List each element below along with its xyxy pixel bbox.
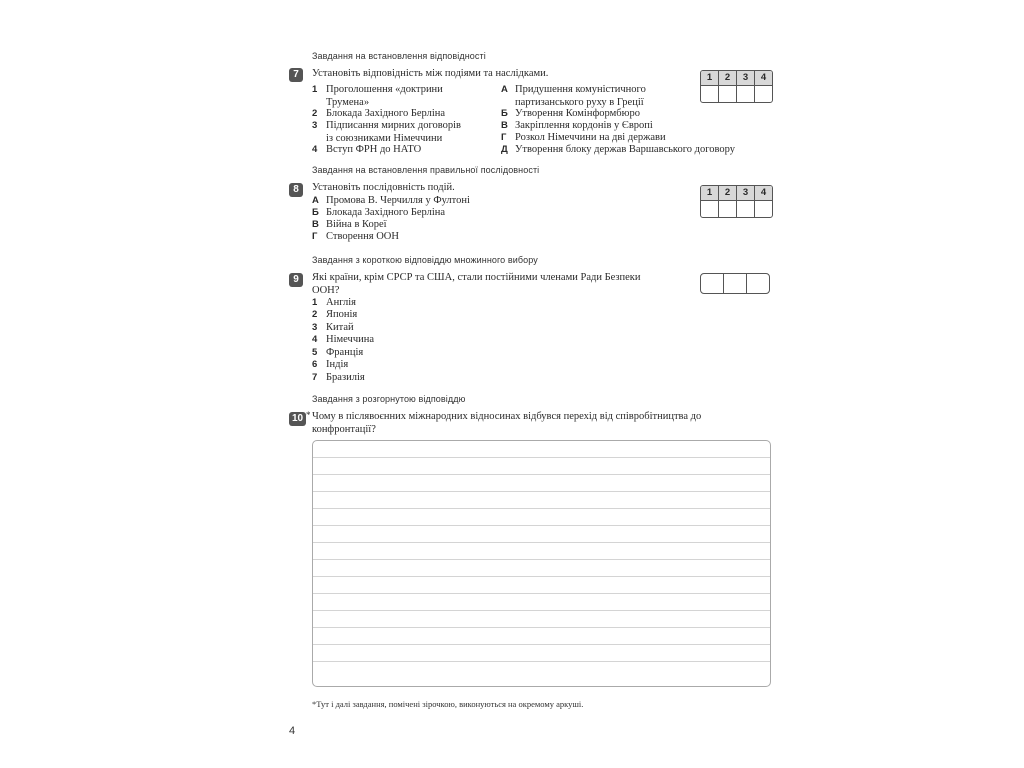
item-text: Англія — [326, 297, 356, 308]
question-number-badge: 7 — [289, 68, 303, 82]
ruled-line — [313, 661, 770, 662]
answer-lined-area[interactable] — [312, 440, 771, 687]
q9-item-2 — [312, 309, 357, 322]
item-key: В — [501, 120, 508, 131]
ruled-line — [313, 542, 770, 543]
item-key: 6 — [312, 359, 318, 370]
q7-left-item-1 — [312, 84, 492, 109]
q8-item-a — [312, 195, 470, 208]
answer-box[interactable] — [701, 274, 724, 293]
q7-right-item-c — [501, 120, 771, 133]
item-text: Промова В. Черчилля у Фултоні — [326, 195, 470, 206]
grid-header-cell: 2 — [719, 186, 737, 200]
question-number-badge: 10 — [289, 412, 306, 426]
item-text: Вступ ФРН до НАТО — [326, 144, 422, 155]
q7-right-item-e — [501, 144, 771, 157]
grid-header-cell: 4 — [760, 72, 767, 83]
item-text: Підписання мирних договорів із союзниками Німеччини — [326, 120, 461, 144]
item-key: 4 — [312, 144, 318, 155]
item-text: Китай — [326, 322, 354, 333]
ruled-line — [313, 491, 770, 492]
item-key: 1 — [312, 84, 318, 95]
grid-header-cell: 3 — [737, 71, 755, 85]
grid-answer-cell[interactable] — [701, 86, 719, 102]
grid-header-cell: 1 — [701, 186, 719, 200]
grid-answer-cell[interactable] — [719, 201, 737, 217]
q9-answer-boxes[interactable] — [700, 273, 770, 294]
ruled-line — [313, 525, 770, 526]
q7-left-item-4 — [312, 144, 492, 157]
section-heading-open: Завдання з розгорнутою відповіддю — [312, 394, 466, 404]
item-text: Японія — [326, 309, 358, 320]
item-text: Утворення блоку держав Варшавського договору — [515, 144, 736, 155]
question-8-text: Установіть послідовність подій. — [312, 182, 455, 193]
ruled-line — [313, 508, 770, 509]
ruled-line — [313, 559, 770, 560]
item-text: Розкол Німеччини на дві держави — [515, 132, 666, 143]
section-heading-sequence: Завдання на встановлення правильної послідовності — [312, 165, 540, 175]
item-key: А — [312, 195, 319, 206]
item-key: 7 — [312, 372, 318, 383]
item-text: Німеччина — [326, 334, 375, 345]
q7-right-item-b — [501, 108, 771, 121]
item-text: Індія — [326, 359, 349, 370]
item-key: 4 — [312, 334, 318, 345]
ruled-line — [313, 644, 770, 645]
item-text: Закріплення кордонів у Європі — [515, 120, 653, 131]
q8-item-b — [312, 207, 445, 220]
q9-item-3 — [312, 322, 354, 335]
grid-answer-cell[interactable] — [737, 86, 755, 102]
question-10-text: Чому в післявоєнних міжнародних відносинах відбувся перехід від співробітництва до конфронтації? — [312, 411, 702, 435]
grid-header-cell: 3 — [737, 186, 755, 200]
grid-answer-cell[interactable] — [755, 86, 772, 102]
item-key: Г — [501, 132, 507, 143]
answer-box[interactable] — [747, 274, 769, 293]
q7-right-item-d — [501, 132, 771, 145]
ruled-line — [313, 627, 770, 628]
q9-item-6 — [312, 359, 348, 372]
q8-answer-grid[interactable] — [700, 185, 773, 218]
grid-answer-cell[interactable] — [701, 201, 719, 217]
grid-header-cell: 1 — [701, 71, 719, 85]
item-key: Б — [501, 108, 508, 119]
item-key: 3 — [312, 322, 318, 333]
page-number: 4 — [289, 725, 296, 737]
ruled-line — [313, 576, 770, 577]
item-text: Проголошення «доктрини Трумена» — [326, 84, 443, 108]
q9-item-4 — [312, 334, 374, 347]
q7-left-item-3 — [312, 120, 492, 145]
q8-item-d — [312, 231, 399, 244]
item-key: Д — [501, 144, 508, 155]
section-heading-multiple: Завдання з короткою відповіддю множинного вибору — [312, 255, 538, 265]
item-text: Утворення Комінформбюро — [515, 108, 640, 119]
q9-item-5 — [312, 347, 363, 360]
grid-header-cell: 2 — [719, 71, 737, 85]
item-text: Придушення комуністичного партизанського руху в Греції — [515, 84, 646, 108]
q7-left-item-2 — [312, 108, 492, 121]
grid-answer-cell[interactable] — [737, 201, 755, 217]
item-text: Створення ООН — [326, 231, 399, 242]
question-7-text: Установіть відповідність між подіями та наслідками. — [312, 68, 549, 79]
item-key: Б — [312, 207, 319, 218]
question-9-text: Які країни, крім СРСР та США, стали постійними членами Ради Безпеки ООН? — [312, 272, 641, 296]
item-key: 3 — [312, 120, 318, 131]
question-number-badge: 8 — [289, 183, 303, 197]
item-key: 1 — [312, 297, 318, 308]
item-key: 5 — [312, 347, 318, 358]
ruled-line — [313, 457, 770, 458]
asterisk-mark: * — [306, 410, 311, 420]
item-key: А — [501, 84, 508, 95]
question-number-badge: 9 — [289, 273, 303, 287]
q8-item-c — [312, 219, 387, 232]
footnote: *Тут і далі завдання, помічені зірочкою, виконуються на окремому аркуші. — [312, 699, 584, 709]
q9-item-1 — [312, 297, 356, 310]
section-heading-matching: Завдання на встановлення відповідності — [312, 51, 486, 61]
item-text: Блокада Західного Берліна — [326, 108, 446, 119]
item-key: В — [312, 219, 319, 230]
item-text: Франція — [326, 347, 364, 358]
item-key: 2 — [312, 108, 318, 119]
item-text: Бразилія — [326, 372, 365, 383]
answer-box[interactable] — [724, 274, 747, 293]
grid-header-cell: 4 — [760, 187, 767, 198]
q9-item-7 — [312, 372, 365, 385]
grid-answer-cell[interactable] — [755, 201, 772, 217]
item-key: Г — [312, 231, 318, 242]
grid-answer-cell[interactable] — [719, 86, 737, 102]
q7-answer-grid[interactable] — [700, 70, 773, 103]
item-text: Війна в Кореї — [326, 219, 387, 230]
ruled-line — [313, 593, 770, 594]
ruled-line — [313, 610, 770, 611]
item-key: 2 — [312, 309, 318, 320]
ruled-line — [313, 474, 770, 475]
item-text: Блокада Західного Берліна — [326, 207, 446, 218]
